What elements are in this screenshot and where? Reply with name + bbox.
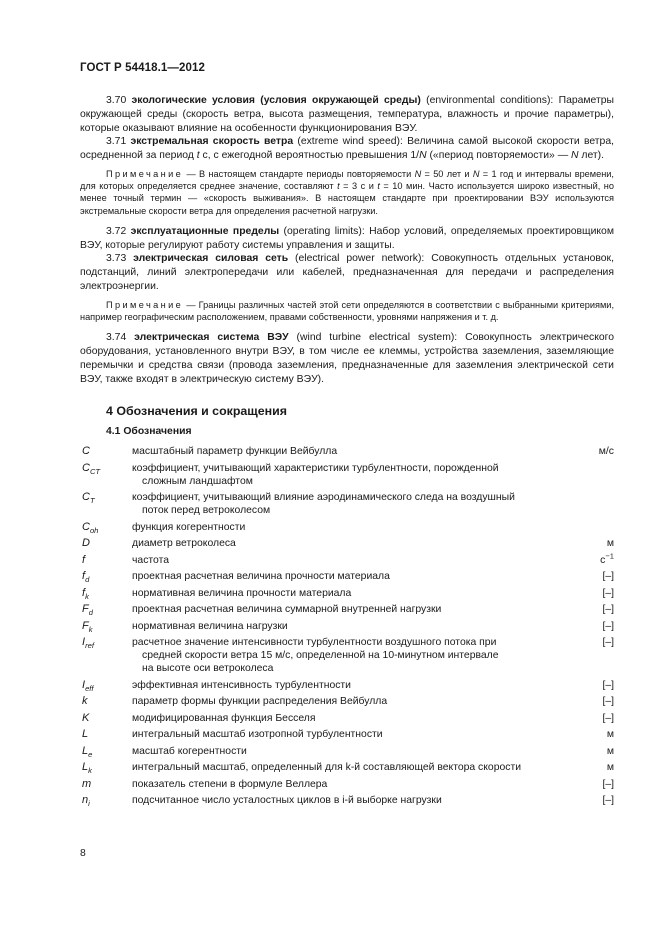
symbol-letter: L	[82, 761, 89, 774]
term: экстремальная скорость ветра	[130, 136, 294, 148]
description-line: коэффициент, учитывающий характеристики турбулентности, порожденной	[132, 462, 499, 474]
symbol-letter: I	[82, 636, 86, 649]
symbol-subscript: oh	[89, 526, 99, 536]
symbol	[80, 570, 132, 587]
symbol-description	[132, 445, 574, 462]
symbol-description	[132, 570, 574, 587]
description-line: частота	[132, 554, 170, 566]
variable: N	[419, 150, 427, 162]
symbol	[80, 745, 132, 762]
symbol-subscript: k	[88, 625, 93, 635]
note-text: — Границы различных частей этой сети определяются в соответствии с выбранными критериями, например географическим расположением, правами собственности, уровнями напряжения и т. д.	[80, 299, 614, 322]
paragraph-3-73	[80, 252, 614, 293]
symbol-subscript: ref	[85, 641, 94, 651]
symbol-description	[132, 794, 574, 811]
document-body	[80, 94, 614, 811]
symbol-unit	[574, 587, 614, 604]
symbol-subscript: d	[85, 575, 90, 585]
symbol-unit	[574, 712, 614, 729]
symbol-row	[80, 745, 614, 762]
term: эксплуатационные пределы	[130, 225, 280, 237]
variable: t	[337, 181, 340, 192]
symbol	[80, 603, 132, 620]
symbol-unit	[574, 462, 614, 492]
term: электрическая система ВЭУ	[134, 332, 289, 344]
symbol-row	[80, 712, 614, 729]
paragraph-3-72	[80, 225, 614, 253]
symbol	[80, 728, 132, 745]
description-line: интегральный масштаб, определенный для k-й составляющей вектора скорости	[132, 762, 522, 774]
unit-text: м	[606, 745, 614, 757]
symbol-row	[80, 537, 614, 554]
definition-text: с, с ежегодной вероятностью превышения 1/	[199, 150, 420, 162]
description-line: нормативная величина прочности материала	[132, 587, 352, 599]
symbol-row	[80, 445, 614, 462]
unit-text: [–]	[602, 637, 614, 649]
unit-text: м	[606, 538, 614, 550]
symbol-description	[132, 537, 574, 554]
symbol-subscript: i	[88, 799, 90, 809]
symbol	[80, 695, 132, 712]
symbol-row	[80, 521, 614, 538]
symbol-letter: I	[82, 678, 86, 691]
symbol-row	[80, 636, 614, 679]
symbol	[80, 587, 132, 604]
symbol-letter: L	[82, 744, 89, 757]
symbol-letter: K	[82, 711, 90, 724]
symbol-description	[132, 491, 574, 521]
symbol-letter: F	[82, 619, 89, 632]
symbol-row	[80, 462, 614, 492]
note-3-71	[80, 168, 614, 217]
symbol-row	[80, 554, 614, 571]
unit-text: м/с	[598, 446, 614, 458]
definition-text: (operating limits): Набор условий, определяемых проектировщиком ВЭУ, которые регулируют работу системы управления и защиты.	[80, 225, 614, 251]
symbol-row	[80, 620, 614, 637]
description-line: расчетное значение интенсивности турбулентности воздушного потока при	[132, 637, 497, 649]
description-line: эффективная интенсивность турбулентности	[132, 679, 351, 691]
symbol-unit	[574, 521, 614, 538]
symbol-unit	[574, 695, 614, 712]
symbol-row	[80, 794, 614, 811]
symbol-description	[132, 554, 574, 571]
symbol	[80, 636, 132, 679]
note-text: = 3 с и	[339, 181, 378, 192]
symbol-letter: n	[82, 794, 89, 807]
symbol-letter: f	[82, 570, 86, 583]
clause-number: 3.73	[106, 253, 134, 265]
symbol-description	[132, 462, 574, 492]
symbol	[80, 620, 132, 637]
variable: N	[472, 168, 480, 179]
symbol-subscript: T	[89, 496, 95, 506]
term: экологические условия (условия окружающей среды)	[131, 95, 421, 106]
symbol	[80, 679, 132, 696]
description-line: поток перед ветроколесом	[142, 505, 271, 517]
symbol-subscript: k	[88, 766, 92, 776]
clause-number: 3.70	[106, 95, 132, 106]
symbol-unit	[574, 551, 614, 571]
symbol-unit	[574, 794, 614, 811]
description-line: параметр формы функции распределения Вейбулла	[132, 696, 388, 708]
symbol-unit	[574, 445, 614, 462]
symbol-description	[132, 778, 574, 795]
symbol-letter: C	[82, 461, 90, 474]
symbol-row	[80, 679, 614, 696]
paragraph-3-71	[80, 135, 614, 163]
symbol-description	[132, 521, 574, 538]
description-line: нормативная величина нагрузки	[132, 620, 288, 632]
unit-text: [–]	[602, 712, 614, 724]
document-header: ГОСТ Р 54418.1—2012	[80, 62, 205, 74]
unit-text: [–]	[602, 620, 614, 632]
clause-number: 3.72	[106, 225, 131, 237]
symbol-unit	[574, 570, 614, 587]
symbol-description	[132, 603, 574, 620]
unit-text: [–]	[602, 778, 614, 790]
unit-text: [–]	[602, 679, 614, 691]
description-line: проектная расчетная величина суммарной внутренней нагрузки	[132, 604, 442, 616]
unit-text: [–]	[602, 587, 614, 599]
subsection-heading: 4.1 Обозначения	[106, 426, 192, 438]
symbol-letter: F	[82, 603, 89, 616]
symbol-letter: f	[82, 586, 86, 599]
symbol-description	[132, 636, 574, 679]
note-label: Примечание	[106, 168, 184, 179]
unit-text: м	[606, 729, 614, 741]
unit-text: м	[606, 762, 614, 774]
description-line: масштабный параметр функции Вейбулла	[132, 446, 338, 458]
unit-text: [–]	[602, 795, 614, 807]
description-line: функция когерентности	[132, 521, 246, 533]
symbol-unit	[574, 603, 614, 620]
symbol	[80, 491, 132, 521]
symbol	[80, 521, 132, 538]
symbol-unit	[574, 679, 614, 696]
description-line: диаметр ветроколеса	[132, 538, 236, 550]
section-heading: 4 Обозначения и сокращения	[106, 404, 287, 419]
symbol	[80, 445, 132, 462]
definition-text: (extreme wind speed): Величина самой высокой скорости ветра, осредненной за период	[80, 136, 614, 162]
symbol-row	[80, 728, 614, 745]
symbol-description	[132, 695, 574, 712]
description-line: масштаб когерентности	[132, 745, 247, 757]
symbol-unit	[574, 636, 614, 679]
description-line: подсчитанное число усталостных циклов в i-й выборке нагрузки	[132, 795, 442, 807]
note-text: = 1 год и интервалы времени, для которых определяется среднее значение, составляют	[80, 168, 614, 192]
variable: N	[571, 150, 579, 162]
symbol-letter: k	[82, 695, 88, 708]
symbol-subscript: k	[85, 592, 89, 602]
symbol-unit	[574, 761, 614, 778]
clause-number: 3.74	[106, 332, 135, 344]
symbol	[80, 554, 132, 571]
paragraph-3-70	[80, 94, 614, 135]
description-line: модифицированная функция Бесселя	[132, 712, 316, 724]
symbol-description	[132, 745, 574, 762]
note-label: Примечание	[106, 299, 184, 310]
note-text: = 10 мин. Часто используется широко известный, но менее точный термин — «скорость выживания». В настоящем стандарте при проектировании ВЭУ используются экстремальные скорости ветра для определения расчетной нагрузки.	[80, 181, 614, 216]
definition-text: (electrical power network): Совокупность отдельных установок, подстанций, линий электропередачи или кабелей, предназначенная для передачи и распределения электроэнергии.	[80, 253, 614, 292]
symbol-row	[80, 570, 614, 587]
clause-number: 3.71	[106, 136, 131, 148]
symbol-description	[132, 761, 574, 778]
symbol-unit	[574, 728, 614, 745]
unit-text: [–]	[602, 604, 614, 616]
symbol	[80, 537, 132, 554]
symbol-letter: f	[82, 553, 86, 566]
symbol-subscript: e	[88, 750, 93, 760]
paragraph-3-74	[80, 331, 614, 386]
symbol	[80, 794, 132, 811]
symbol-row	[80, 761, 614, 778]
symbol-row	[80, 603, 614, 620]
symbol-description	[132, 620, 574, 637]
symbol-description	[132, 587, 574, 604]
definition-text: («период повторяемости» —	[426, 150, 572, 162]
symbol-row	[80, 491, 614, 521]
symbol-unit	[574, 745, 614, 762]
unit-text: [–]	[602, 696, 614, 708]
symbols-table	[80, 445, 614, 811]
symbol-unit	[574, 778, 614, 795]
description-line: интегральный масштаб изотропной турбулентности	[132, 729, 383, 741]
symbol-letter: C	[82, 445, 90, 458]
note-text: — В настоящем стандарте периоды повторяемости	[183, 168, 415, 179]
symbol	[80, 761, 132, 778]
variable: N	[414, 168, 422, 179]
symbol-row	[80, 778, 614, 795]
description-line: сложным ландшафтом	[142, 475, 253, 487]
symbol-letter: C	[82, 491, 90, 504]
variable: t	[377, 181, 380, 192]
definition-text: лет).	[578, 150, 605, 162]
symbol-row	[80, 695, 614, 712]
symbol-letter: m	[82, 777, 92, 790]
unit-text: с	[600, 554, 606, 566]
unit-text: [–]	[602, 571, 614, 583]
symbol-unit	[574, 620, 614, 637]
note-text: = 50 лет и	[421, 168, 473, 179]
unit-superscript: −1	[605, 551, 614, 561]
symbol-description	[132, 679, 574, 696]
symbol	[80, 462, 132, 492]
description-line: средней скорости ветра 15 м/с, определенной на 10-минутном интервале	[142, 650, 499, 662]
symbol-description	[132, 728, 574, 745]
symbol-subscript: eff	[85, 684, 94, 694]
definition-text: (environmental conditions): Параметры окружающей среды (скорость ветра, высота размещения, температура, влажность и прочие параметры), которые оказывают влияние на особенности функционирования ВЭУ.	[80, 95, 614, 134]
definition-text: (wind turbine electrical system): Совокупность электрического оборудования, установленного внутри ВЭУ, в том числе ее клеммы, устройства заземления, заземляющие перемычки и средства связи (провода заземления, предназначенные для заземления электрической сети ВЭУ, также входят в электрическую систему ВЭУ).	[80, 332, 614, 385]
description-line: на высоте оси ветроколеса	[142, 663, 274, 675]
symbol	[80, 778, 132, 795]
symbol	[80, 712, 132, 729]
note-3-73	[80, 299, 614, 323]
symbol-letter: D	[82, 537, 90, 550]
variable: t	[196, 150, 200, 162]
term: электрическая силовая сеть	[133, 253, 289, 265]
page-number: 8	[80, 848, 86, 859]
description-line: коэффициент, учитывающий влияние аэродинамического следа на воздушный	[132, 492, 515, 504]
symbol-subscript: d	[88, 608, 93, 618]
symbol-row	[80, 587, 614, 604]
description-line: проектная расчетная величина прочности материала	[132, 571, 390, 583]
description-line: показатель степени в формуле Веллера	[132, 778, 328, 790]
symbol-subscript: CT	[89, 467, 101, 477]
symbol-letter: L	[82, 728, 89, 741]
symbol-description	[132, 712, 574, 729]
symbol-letter: C	[82, 520, 90, 533]
symbol-unit	[574, 491, 614, 521]
